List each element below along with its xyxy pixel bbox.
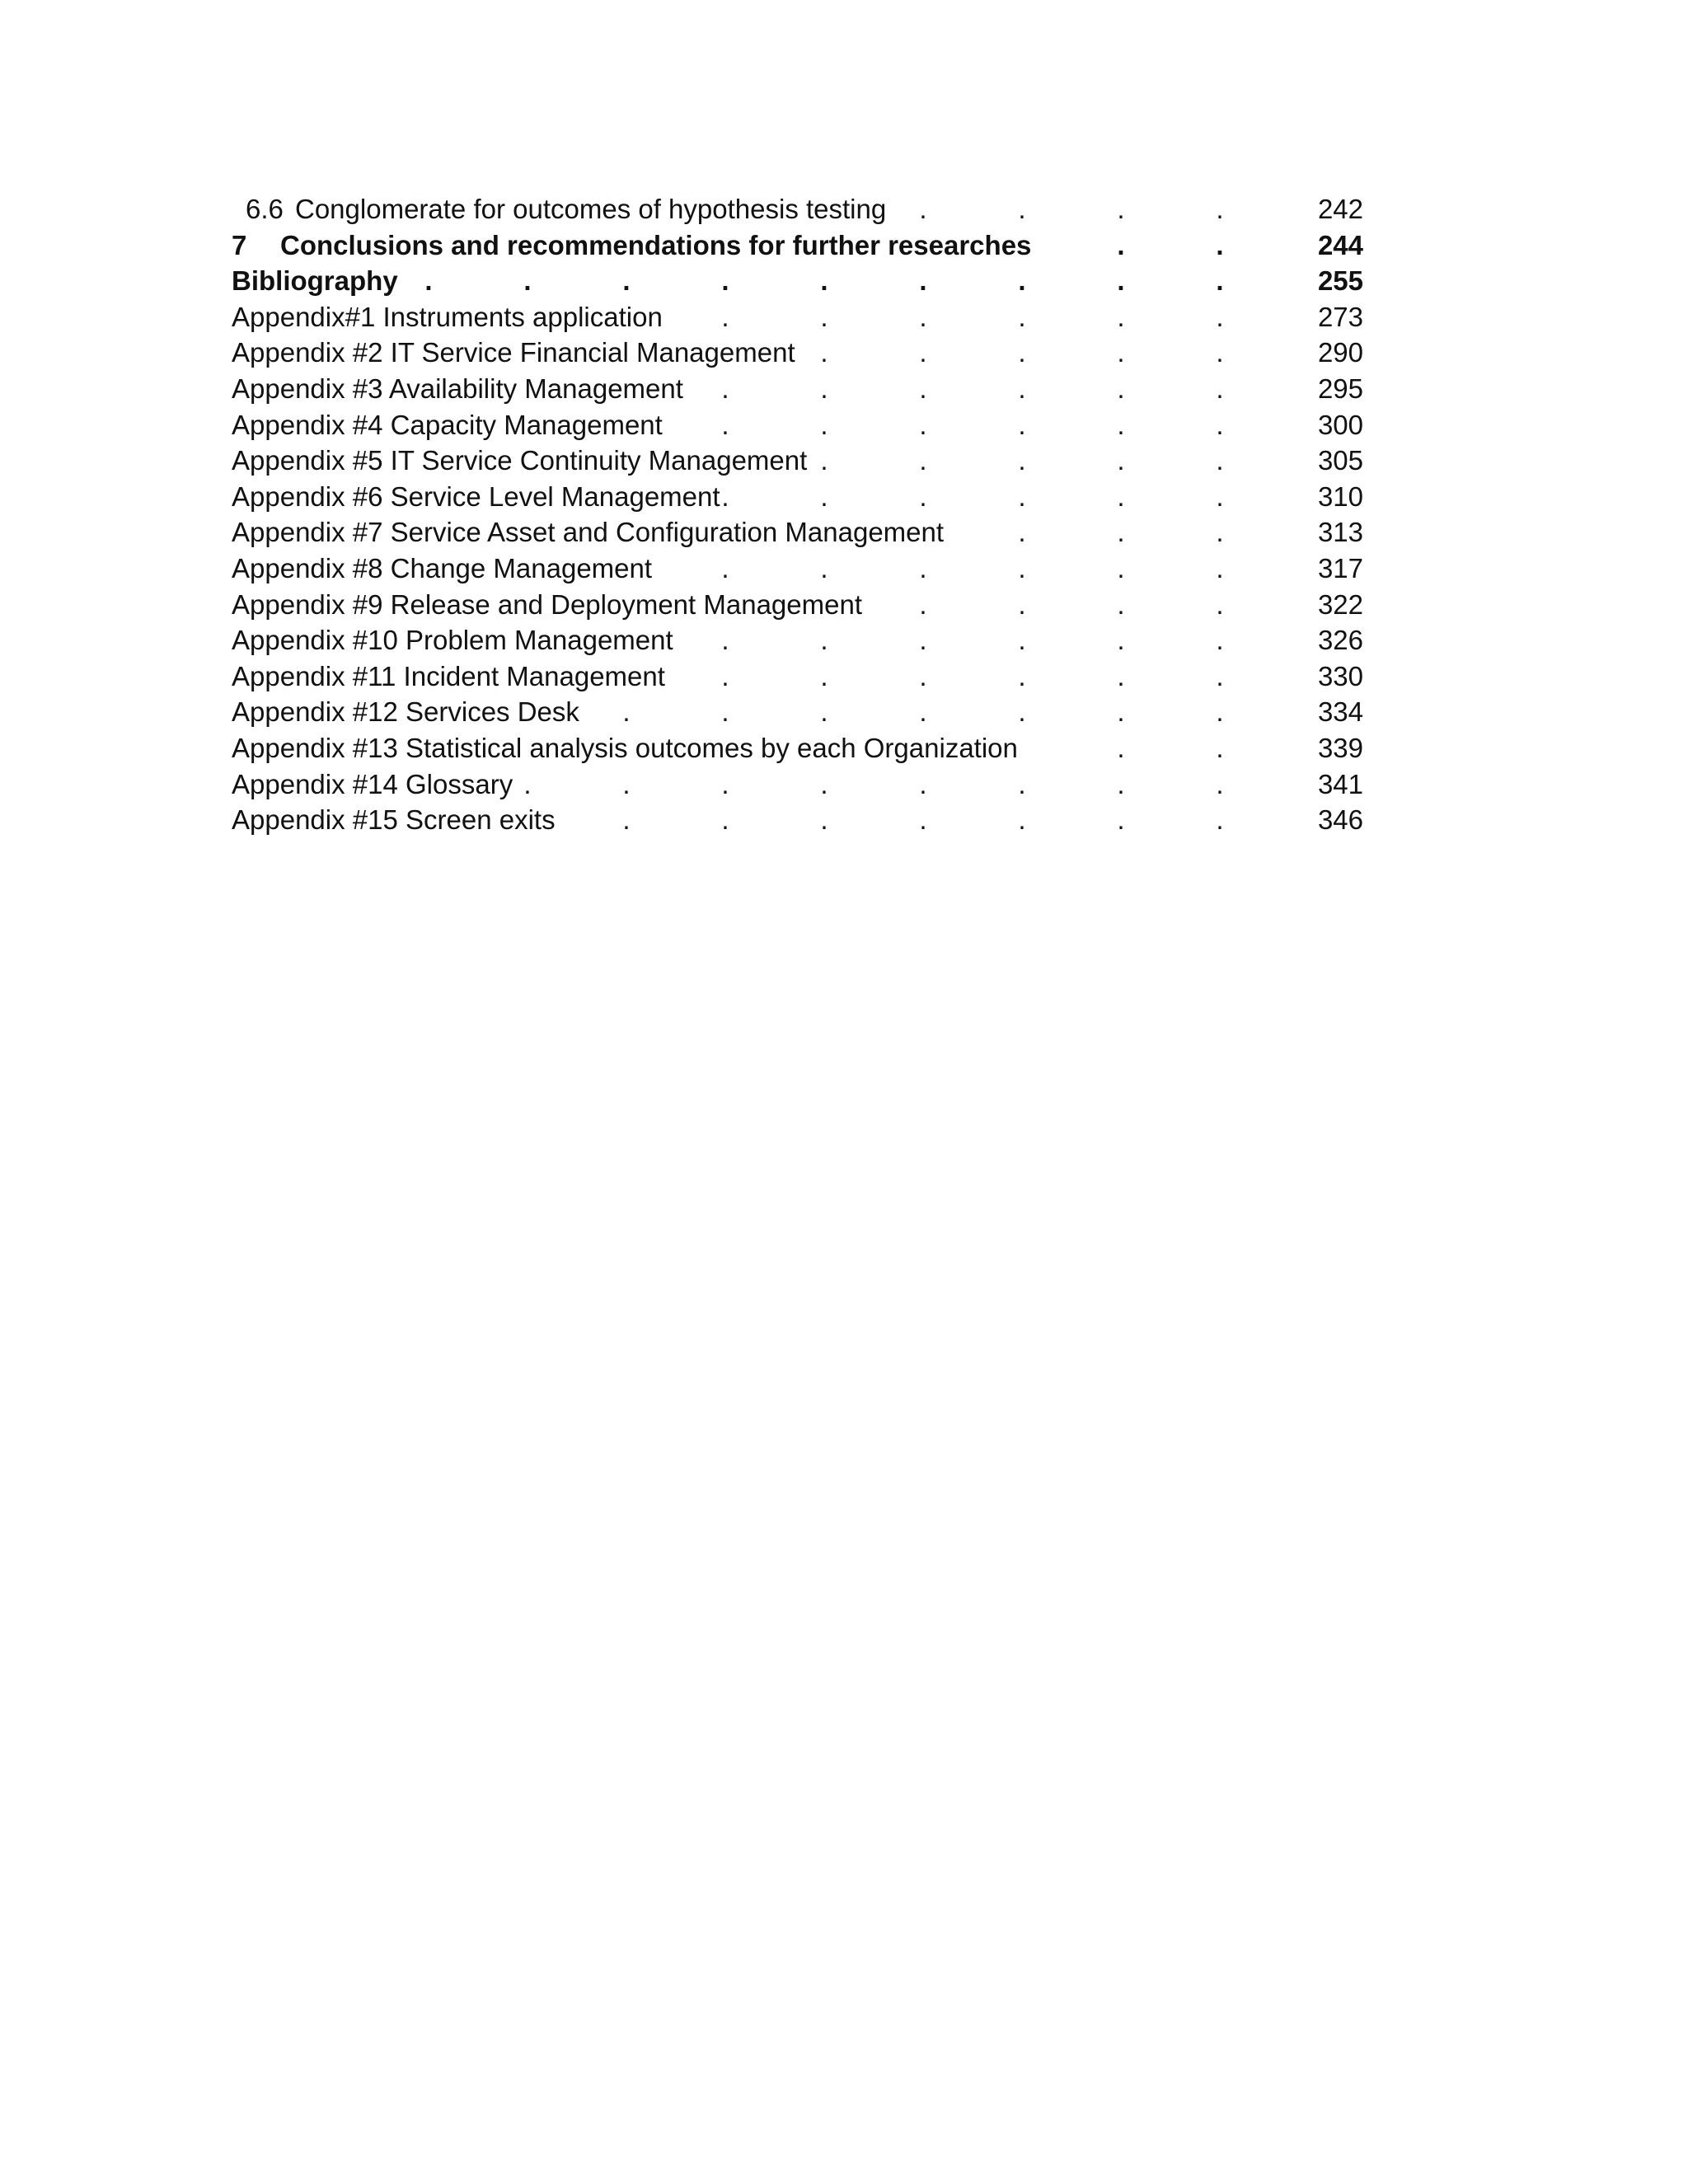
leader-dot: . bbox=[523, 768, 532, 799]
toc-entry-page-number: 330 bbox=[1317, 660, 1363, 691]
leader-dot: . bbox=[721, 625, 729, 656]
toc-entry-page-number: 273 bbox=[1317, 301, 1363, 332]
leader-dot: . bbox=[721, 804, 729, 836]
leader-dot: . bbox=[1117, 445, 1125, 476]
toc-entry bbox=[0, 766, 1688, 803]
toc-entry bbox=[0, 479, 1688, 515]
leader-dot: . bbox=[820, 337, 828, 368]
leader-dot: . bbox=[1117, 480, 1125, 512]
leader-dot: . bbox=[1018, 768, 1026, 799]
toc-entry-title: Conclusions and recommendations for further researches bbox=[280, 229, 1032, 260]
toc-entry-title: Appendix #5 IT Service Continuity Management bbox=[232, 445, 808, 476]
toc-entry-page-number: 290 bbox=[1317, 337, 1363, 368]
toc-entry bbox=[0, 407, 1688, 443]
leader-dot: . bbox=[1018, 625, 1026, 656]
leader-dot: . bbox=[820, 265, 828, 297]
toc-entry bbox=[0, 371, 1688, 407]
toc-entry-page-number: 255 bbox=[1317, 265, 1363, 297]
leader-dot: . bbox=[1216, 229, 1224, 260]
leader-dot: . bbox=[820, 660, 828, 691]
toc-entry-number: 7 bbox=[232, 229, 247, 260]
toc-entry-title: Appendix #11 Incident Management bbox=[232, 660, 665, 691]
leader-dot: . bbox=[1216, 625, 1224, 656]
toc-entry-page-number: 305 bbox=[1317, 445, 1363, 476]
toc-entry-page-number: 310 bbox=[1317, 480, 1363, 512]
leader-dot: . bbox=[1117, 301, 1125, 332]
leader-dot: . bbox=[1216, 301, 1224, 332]
toc-entry-page-number: 346 bbox=[1317, 804, 1363, 836]
leader-dot: . bbox=[1117, 696, 1125, 728]
leader-dot: . bbox=[919, 804, 927, 836]
leader-dot: . bbox=[1117, 337, 1125, 368]
leader-dot: . bbox=[721, 301, 729, 332]
toc-entry-title: Appendix #7 Service Asset and Configuration Management bbox=[232, 517, 945, 548]
leader-dot: . bbox=[1216, 445, 1224, 476]
leader-dot: . bbox=[1216, 553, 1224, 583]
leader-dot: . bbox=[622, 696, 631, 728]
leader-dot: . bbox=[1216, 373, 1224, 404]
leader-dot: . bbox=[1117, 265, 1125, 297]
toc-entry-page-number: 242 bbox=[1317, 194, 1363, 224]
toc-entry bbox=[0, 191, 1688, 227]
leader-dot: . bbox=[919, 480, 927, 512]
toc-entry bbox=[0, 802, 1688, 838]
toc-entry-number: 6.6 bbox=[246, 194, 284, 224]
leader-dot: . bbox=[1216, 337, 1224, 368]
leader-dot: . bbox=[1018, 445, 1026, 476]
toc-entry-title: Appendix #10 Problem Management bbox=[232, 625, 673, 656]
toc-entry-title: Appendix #3 Availability Management bbox=[232, 373, 683, 404]
leader-dot: . bbox=[721, 373, 729, 404]
leader-dot: . bbox=[1018, 588, 1026, 620]
leader-dot: . bbox=[721, 409, 729, 440]
toc-entry-title: Appendix#1 Instruments application bbox=[232, 301, 663, 332]
leader-dot: . bbox=[820, 768, 828, 799]
leader-dot: . bbox=[1216, 409, 1224, 440]
toc-entry-page-number: 334 bbox=[1317, 696, 1363, 728]
toc-entry-page-number: 295 bbox=[1317, 373, 1363, 404]
leader-dot: . bbox=[1018, 373, 1026, 404]
toc-entry bbox=[0, 227, 1688, 264]
leader-dot: . bbox=[1018, 696, 1026, 728]
leader-dot: . bbox=[820, 373, 828, 404]
leader-dot: . bbox=[1117, 194, 1125, 224]
toc-entry-page-number: 244 bbox=[1317, 229, 1363, 260]
leader-dot: . bbox=[919, 194, 927, 224]
leader-dot: . bbox=[1216, 733, 1224, 763]
toc-entry-title: Appendix #4 Capacity Management bbox=[232, 409, 663, 440]
toc-entry bbox=[0, 514, 1688, 551]
toc-entry-title: Appendix #12 Services Desk bbox=[232, 696, 579, 728]
leader-dot: . bbox=[919, 337, 927, 368]
leader-dot: . bbox=[721, 480, 729, 512]
toc-entry bbox=[0, 443, 1688, 479]
leader-dot: . bbox=[1216, 660, 1224, 691]
leader-dot: . bbox=[1117, 625, 1125, 656]
toc-entry bbox=[0, 658, 1688, 695]
toc-entry-page-number: 326 bbox=[1317, 625, 1363, 656]
toc-entry-page-number: 317 bbox=[1317, 553, 1363, 583]
leader-dot: . bbox=[1216, 768, 1224, 799]
leader-dot: . bbox=[820, 696, 828, 728]
toc-entry bbox=[0, 551, 1688, 587]
leader-dot: . bbox=[919, 768, 927, 799]
leader-dot: . bbox=[1018, 804, 1026, 836]
leader-dot: . bbox=[919, 265, 927, 297]
leader-dot: . bbox=[1018, 301, 1026, 332]
leader-dot: . bbox=[1018, 337, 1026, 368]
leader-dot: . bbox=[424, 265, 433, 297]
leader-dot: . bbox=[1216, 265, 1224, 297]
leader-dot: . bbox=[1117, 660, 1125, 691]
leader-dot: . bbox=[1216, 480, 1224, 512]
leader-dot: . bbox=[820, 445, 828, 476]
leader-dot: . bbox=[523, 265, 532, 297]
leader-dot: . bbox=[1018, 553, 1026, 583]
leader-dot: . bbox=[919, 625, 927, 656]
leader-dot: . bbox=[622, 768, 631, 799]
toc-entry-title: Appendix #14 Glossary bbox=[232, 768, 513, 799]
toc-entry-title: Appendix #15 Screen exits bbox=[232, 804, 556, 836]
leader-dot: . bbox=[820, 480, 828, 512]
leader-dot: . bbox=[1018, 409, 1026, 440]
toc-entry-page-number: 300 bbox=[1317, 409, 1363, 440]
leader-dot: . bbox=[919, 301, 927, 332]
leader-dot: . bbox=[820, 553, 828, 583]
toc-entry bbox=[0, 335, 1688, 371]
leader-dot: . bbox=[721, 265, 729, 297]
toc-entry-title: Appendix #13 Statistical analysis outcomes by each Organization bbox=[232, 733, 1018, 763]
toc-entry bbox=[0, 694, 1688, 730]
leader-dot: . bbox=[721, 768, 729, 799]
leader-dot: . bbox=[919, 696, 927, 728]
leader-dot: . bbox=[919, 445, 927, 476]
leader-dot: . bbox=[919, 409, 927, 440]
leader-dot: . bbox=[820, 301, 828, 332]
leader-dot: . bbox=[820, 625, 828, 656]
leader-dot: . bbox=[1216, 696, 1224, 728]
toc-entry-title: Appendix #6 Service Level Management bbox=[232, 480, 720, 512]
toc-entry-title: Appendix #2 IT Service Financial Management bbox=[232, 337, 795, 368]
toc-entry bbox=[0, 622, 1688, 658]
leader-dot: . bbox=[1117, 733, 1125, 763]
toc-entry-title: Bibliography bbox=[232, 265, 398, 297]
toc-entry-title: Appendix #9 Release and Deployment Management bbox=[232, 588, 862, 620]
leader-dot: . bbox=[1018, 265, 1026, 297]
toc-entry-page-number: 339 bbox=[1317, 733, 1363, 763]
leader-dot: . bbox=[1018, 480, 1026, 512]
leader-dot: . bbox=[1018, 194, 1026, 224]
toc-entry-title: Appendix #8 Change Management bbox=[232, 553, 653, 583]
leader-dot: . bbox=[721, 696, 729, 728]
leader-dot: . bbox=[820, 804, 828, 836]
leader-dot: . bbox=[919, 660, 927, 691]
toc-entry-page-number: 313 bbox=[1317, 517, 1363, 548]
leader-dot: . bbox=[820, 409, 828, 440]
toc-entry-title: Conglomerate for outcomes of hypothesis testing bbox=[295, 194, 887, 224]
leader-dot: . bbox=[1018, 660, 1026, 691]
toc-entry bbox=[0, 263, 1688, 299]
toc-entry bbox=[0, 587, 1688, 623]
leader-dot: . bbox=[721, 553, 729, 583]
leader-dot: . bbox=[1216, 804, 1224, 836]
leader-dot: . bbox=[1018, 517, 1026, 548]
leader-dot: . bbox=[1117, 768, 1125, 799]
leader-dot: . bbox=[919, 373, 927, 404]
leader-dot: . bbox=[1117, 517, 1125, 548]
leader-dot: . bbox=[1117, 553, 1125, 583]
leader-dot: . bbox=[1117, 229, 1125, 260]
leader-dot: . bbox=[622, 804, 631, 836]
leader-dot: . bbox=[1117, 588, 1125, 620]
leader-dot: . bbox=[1117, 409, 1125, 440]
toc-entry bbox=[0, 730, 1688, 766]
leader-dot: . bbox=[1216, 194, 1224, 224]
leader-dot: . bbox=[919, 553, 927, 583]
leader-dot: . bbox=[1216, 517, 1224, 548]
leader-dot: . bbox=[919, 588, 927, 620]
leader-dot: . bbox=[1117, 804, 1125, 836]
toc-entry-page-number: 341 bbox=[1317, 768, 1363, 799]
leader-dot: . bbox=[1216, 588, 1224, 620]
toc-entry bbox=[0, 299, 1688, 335]
leader-dot: . bbox=[1117, 373, 1125, 404]
toc-entry-page-number: 322 bbox=[1317, 588, 1363, 620]
leader-dot: . bbox=[721, 660, 729, 691]
leader-dot: . bbox=[622, 265, 631, 297]
